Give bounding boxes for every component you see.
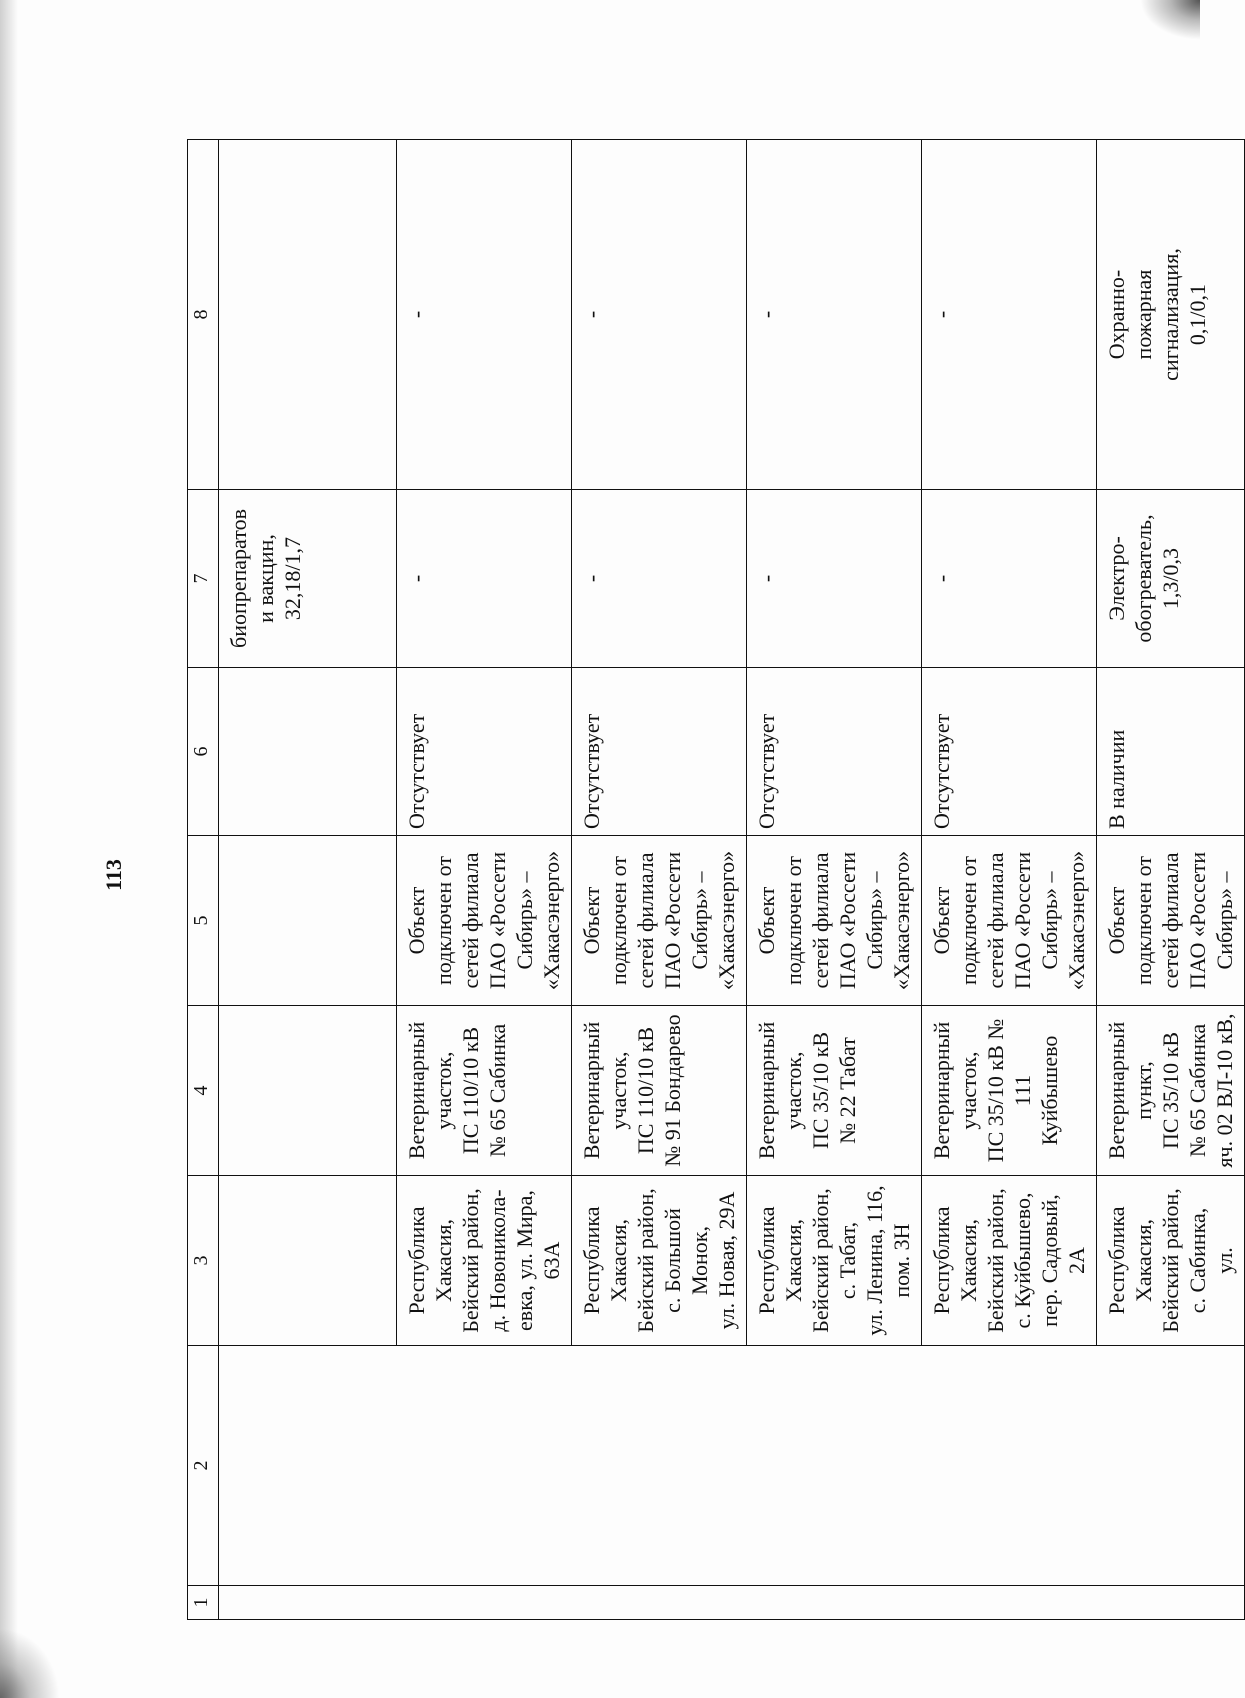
- cell-text: -: [404, 574, 429, 583]
- cell-text: -: [929, 574, 954, 583]
- column-header: 8: [188, 140, 219, 490]
- cell-text: Отсутствует: [404, 713, 429, 829]
- cell-text: Ветеринарный участок, ПС 110/10 кВ № 91 Бондарево: [579, 1014, 685, 1167]
- table-cell: [1097, 1006, 1245, 1176]
- cell-text: Ветеринарный участок, ПС 35/10 кВ № 22 Табат: [754, 1021, 860, 1160]
- table-cell: [397, 1176, 572, 1346]
- column-header: 7: [188, 490, 219, 668]
- cell-text: Отсутствует: [579, 713, 604, 829]
- cell-text: биопрепаратов и вакцин, 32,18/1,7: [226, 509, 305, 648]
- cell-text: Электро- обогреватель, 1,3/0,3: [1104, 514, 1183, 643]
- table-cell: [572, 836, 747, 1006]
- table-cell: [747, 836, 922, 1006]
- table-cell: [922, 140, 1097, 490]
- column-header: 4: [188, 1006, 219, 1176]
- table-cell: [747, 1176, 922, 1346]
- cell-text: -: [929, 310, 954, 319]
- column-header: 6: [188, 668, 219, 836]
- cell-text: Объект подключен от сетей филиала ПАО «Россети Сибирь» – «Хакасэнерго»: [754, 850, 914, 991]
- cell-text: Объект подключен от сетей филиала ПАО «Россети Сибирь» – «Хакасэнерго»: [929, 850, 1089, 991]
- cell-text: Республика Хакасия, Бейский район, с. Куйбышево, пер. Садовый, 2А: [929, 1188, 1089, 1333]
- cell-text: -: [579, 310, 604, 319]
- cell-text: -: [754, 310, 779, 319]
- table-cell: [572, 490, 747, 668]
- cell-text: Ветеринарный участок, ПС 110/10 кВ № 65 Сабинка: [404, 1021, 510, 1160]
- table-cell: [219, 490, 397, 668]
- table-cell: [747, 140, 922, 490]
- table-cell: [922, 836, 1097, 1006]
- cell-text: Ветеринарный участок, ПС 35/10 кВ № 111 Куйбышево: [929, 1018, 1062, 1163]
- table-cell-col2: [219, 1346, 1245, 1586]
- table-cell: [922, 668, 1097, 836]
- table-cell: [1097, 668, 1245, 836]
- table-cell: [219, 140, 397, 490]
- table-cell: [397, 836, 572, 1006]
- table-cell-col1: [219, 1586, 1245, 1620]
- table-cell: [747, 490, 922, 668]
- cell-text: -: [404, 310, 429, 319]
- column-header: 3: [188, 1176, 219, 1346]
- table-cell: [747, 668, 922, 836]
- header-row: [188, 140, 219, 1620]
- table-cell: [219, 836, 397, 1006]
- column-header: 5: [188, 836, 219, 1006]
- table-cell: [219, 668, 397, 836]
- cell-text: Республика Хакасия, Бейский район, д. Новоникола- евка, ул. Мира, 63А: [404, 1188, 564, 1333]
- cell-text: Охранно- пожарная сигнализация, 0,1/0,1: [1104, 248, 1210, 381]
- table-cell: [397, 668, 572, 836]
- scan-smudge-bottom-left: [0, 1628, 60, 1698]
- table-cell: [572, 1006, 747, 1176]
- column-header: 2: [188, 1346, 219, 1586]
- table-row: [219, 140, 397, 1620]
- table-cell: [572, 1176, 747, 1346]
- table-cell: [397, 490, 572, 668]
- cell-text: Объект подключен от сетей филиала ПАО «Россети Сибирь» –: [1104, 851, 1237, 990]
- cell-text: Республика Хакасия, Бейский район, с. Большой Монок, ул. Новая, 29А: [579, 1188, 739, 1333]
- cell-text: Отсутствует: [929, 713, 954, 829]
- table-cell: [922, 1006, 1097, 1176]
- column-header: 1: [188, 1586, 219, 1620]
- table-cell: [219, 1006, 397, 1176]
- table-cell: [219, 1176, 397, 1346]
- table-cell: [1097, 836, 1245, 1006]
- page-edge-shadow: [0, 0, 18, 1698]
- table-cell: [397, 140, 572, 490]
- cell-text: В наличии: [1104, 729, 1129, 829]
- table-cell: [922, 490, 1097, 668]
- cell-text: Объект подключен от сетей филиала ПАО «Россети Сибирь» – «Хакасэнерго»: [579, 850, 739, 991]
- table-cell: [397, 1006, 572, 1176]
- table-cell: [1097, 490, 1245, 668]
- scan-smudge-top-right: [1140, 0, 1200, 40]
- table-cell: [572, 668, 747, 836]
- table-cell: [1097, 140, 1245, 490]
- cell-text: -: [754, 574, 779, 583]
- cell-text: -: [579, 574, 604, 583]
- cell-text: Республика Хакасия, Бейский район, с. Сабинка, ул.: [1104, 1188, 1237, 1333]
- rotated-table-container: [187, 140, 1237, 1620]
- table-cell: [747, 1006, 922, 1176]
- table-cell: [572, 140, 747, 490]
- table-cell: [922, 1176, 1097, 1346]
- cell-text: Отсутствует: [754, 713, 779, 829]
- cell-text: Республика Хакасия, Бейский район, с. Табат, ул. Ленина, 116, пом. 3Н: [754, 1185, 914, 1336]
- data-table: [187, 139, 1245, 1620]
- cell-text: Объект подключен от сетей филиала ПАО «Россети Сибирь» – «Хакасэнерго»: [404, 850, 564, 991]
- cell-text: Ветеринарный пункт, ПС 35/10 кВ № 65 Сабинка яч. 02 ВЛ-10 кВ,: [1104, 1013, 1237, 1168]
- table-cell: [1097, 1176, 1245, 1346]
- page-number: 113: [101, 859, 126, 891]
